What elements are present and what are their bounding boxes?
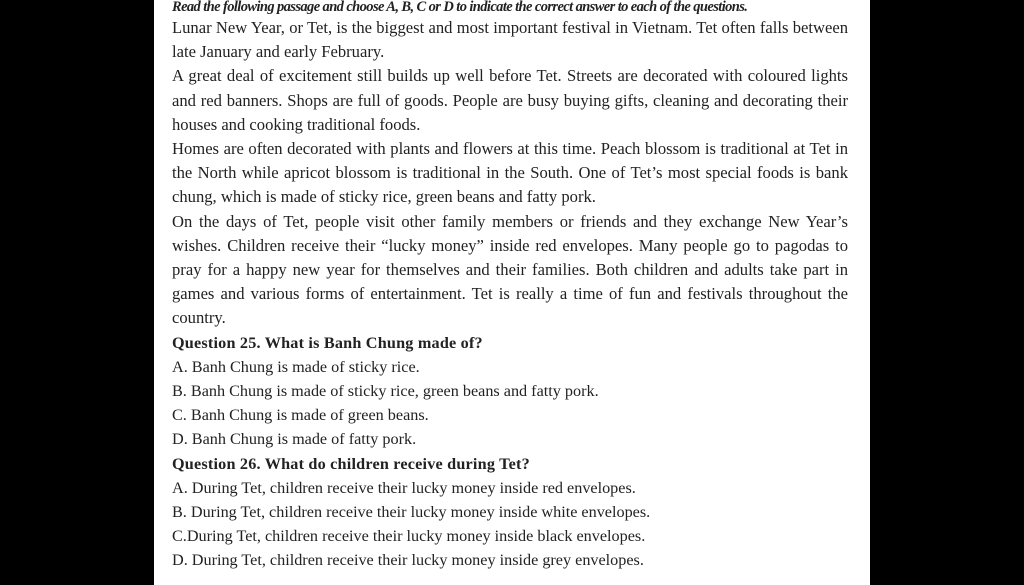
document-page [154, 0, 870, 585]
question-26-title: Question 26. What do children receive during Tet? [172, 454, 530, 473]
question-25-option-b: B. Banh Chung is made of sticky rice, green beans and fatty pork. [172, 382, 599, 401]
passage-paragraph: A great deal of excitement still builds up well before Tet. Streets are decorated with coloured lights and red banners. Shops are full of goods. People are busy buying gifts, cleaning and decorating their houses and cooking traditional foods. [172, 66, 848, 134]
question-26-option-a: A. During Tet, children receive their lucky money inside red envelopes. [172, 478, 636, 497]
instruction-text: Read the following passage and choose A, B, C or D to indicate the correct answer to each of the questions. [172, 0, 748, 15]
question-25-option-d: D. Banh Chung is made of fatty pork. [172, 430, 417, 449]
question-26-option-b: B. During Tet, children receive their lucky money inside white envelopes. [172, 503, 651, 522]
question-25-title: Question 25. What is Banh Chung made of? [172, 333, 483, 352]
passage-paragraph: On the days of Tet, people visit other family members or friends and they exchange New Year’s wishes. Children receive their “lucky money” inside red envelopes. Many people go to pagodas to pray for a happy new year for themselves and their families. Both children and adults take part in games and various forms of entertainment. Tet is really a time of fun and festivals throughout the country. [172, 211, 848, 328]
question-26-option-c: C.During Tet, children receive their lucky money inside black envelopes. [172, 527, 646, 546]
passage-paragraph: Lunar New Year, or Tet, is the biggest and most important festival in Vietnam. Tet often falls between late January and early February. [172, 18, 848, 62]
passage-paragraph: Homes are often decorated with plants and flowers at this time. Peach blossom is traditional at Tet in the North while apricot blossom is traditional in the South. One of Tet’s most special foods is bank chung, which is made of sticky rice, green beans and fatty pork. [172, 139, 848, 207]
question-26-option-d: D. During Tet, children receive their lucky money inside grey envelopes. [172, 551, 644, 570]
question-25-option-c: C. Banh Chung is made of green beans. [172, 406, 429, 425]
question-25-option-a: A. Banh Chung is made of sticky rice. [172, 357, 420, 376]
document-content [172, 0, 848, 573]
